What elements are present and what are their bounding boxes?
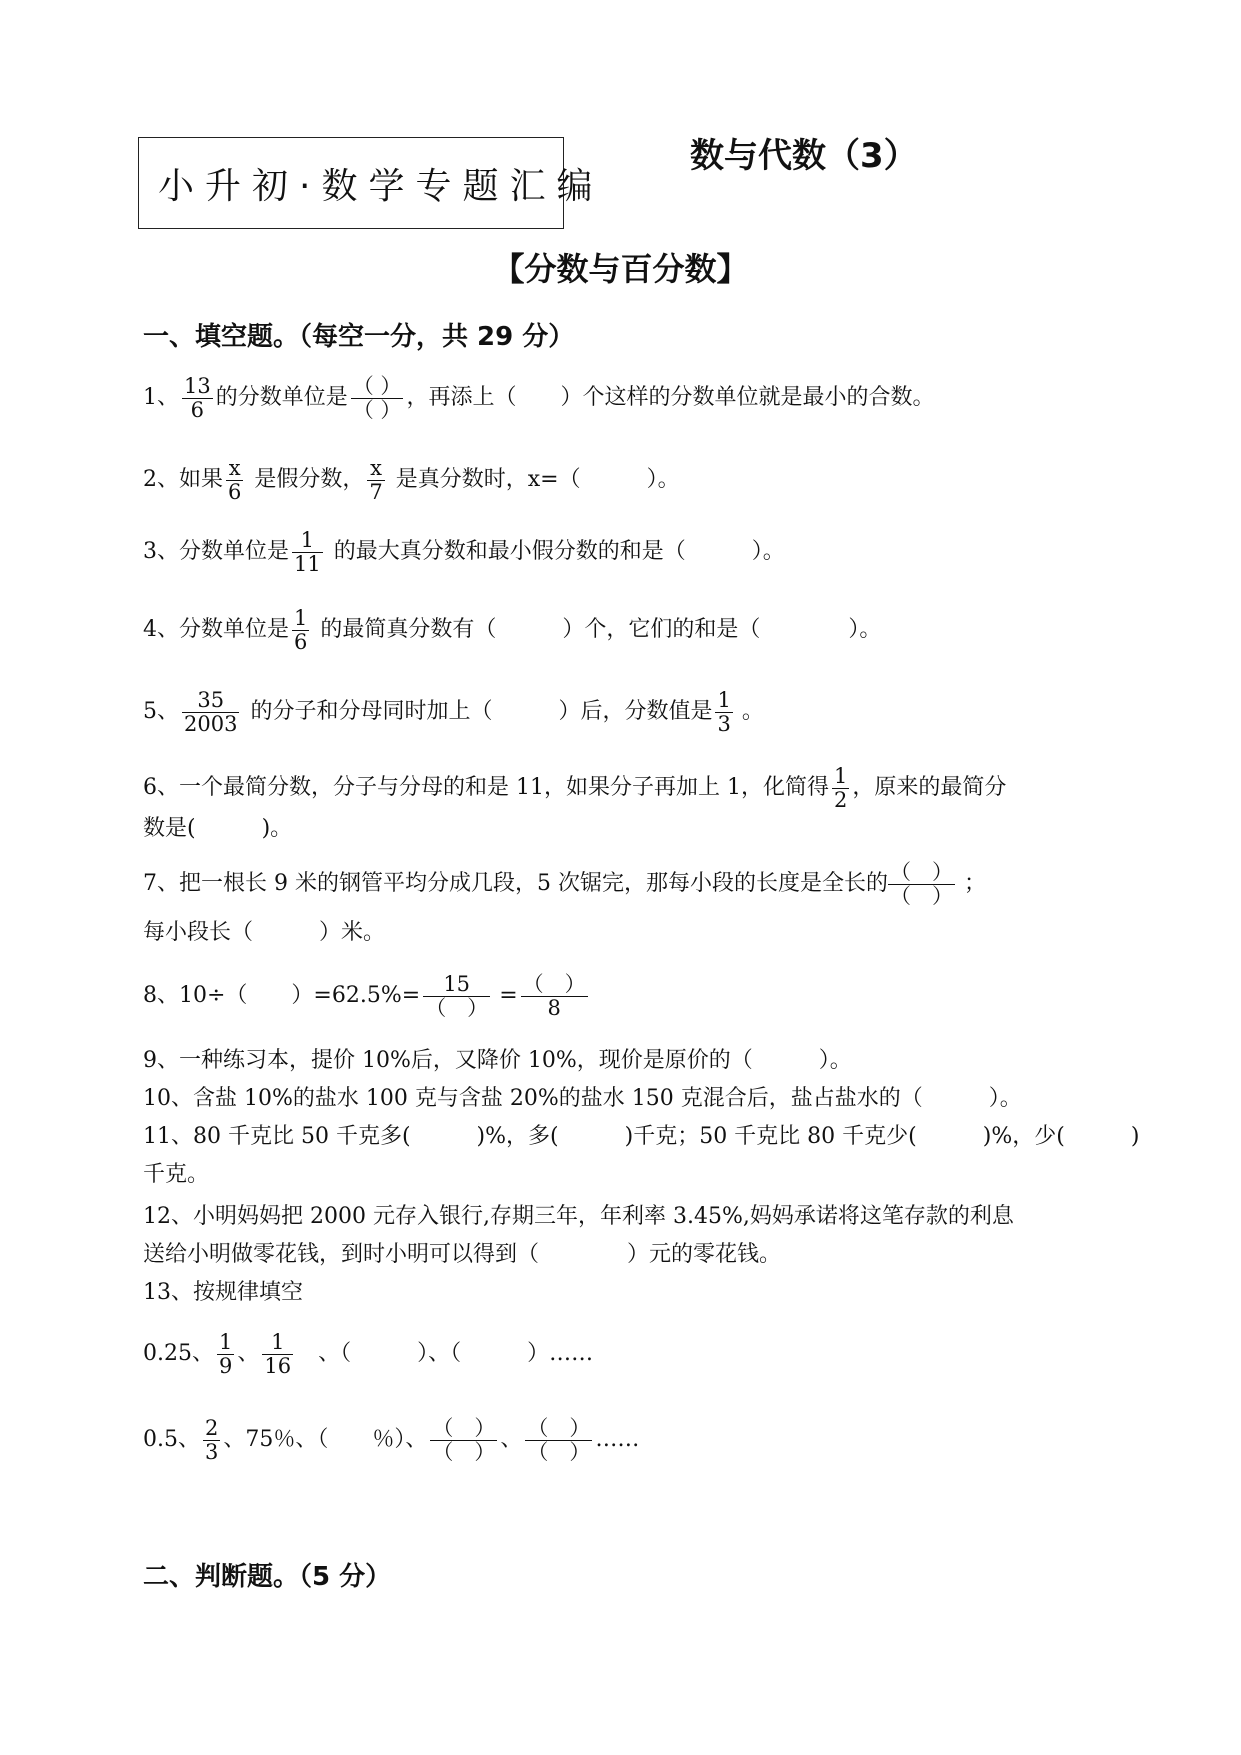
question-11: 11、80 千克比 50 千克多( )%，多( )千克；50 千克比 80 千克少( )%，少( ) [143,1124,1140,1149]
question-13: 13、按规律填空 [143,1280,303,1305]
fraction: $\frac{2}{3}$ [205,1415,219,1464]
fraction: $\frac{1}{2}$ [833,763,848,812]
box-title: 小升初·数学专题汇编 [158,166,604,207]
question-12: 12、小明妈妈把 2000 元存入银行,存期三年，年利率 3.45%,妈妈承诺将这笔存款的利息 [143,1204,1014,1229]
question-10: 10、含盐 10%的盐水 100 克与含盐 20%的盐水 150 克混合后，盐占盐水的（ ）。 [143,1086,1022,1111]
question-11-cont: 千克。 [143,1162,210,1187]
fraction: $\frac{1}{3}$ [717,687,731,736]
section-banner: 【分数与百分数】 [492,250,749,288]
question-1: 1、 $\frac{13}{6}$ 的分数单位是 $\frac{( )}{( )}$ ，再添上（ ）个这样的分数单位就是最小的合数。 [143,373,935,422]
sequence-2: 0.5、 $\frac{2}{3}$ 、75％、（ ％）、 $\frac{( )}{( )}$ 、 $\frac{( )}{( )}$ …… [143,1415,640,1464]
question-2: 2、如果 $\frac{x}{6}$ 是假分数， $\frac{x}{7}$ 是真分数时，x=（ ）。 [143,455,680,504]
question-6: 6、一个最简分数，分子与分母的和是 11，如果分子再加上 1，化简得 $\frac{1}{2}$ ，原来的最简分 [143,763,1007,812]
question-8: 8、10÷（ ）=62.5%= $\frac{15}{( )}$ = $\frac{( )}{8}$ [143,971,586,1020]
section-2-heading: 二、判断题。（5 分） [143,1562,392,1592]
question-5: 5、 $\frac{35}{2003}$ 的分子和分母同时加上（ ）后，分数值是 $\frac{1}{3}$ 。 [143,687,764,736]
question-7-cont: 每小段长（ ）米。 [143,920,386,945]
doc-title: 数与代数（3） [690,136,918,176]
question-3: 3、分数单位是 $\frac{1}{11}$ 的最大真分数和最小假分数的和是（ ）。 [143,527,785,576]
fraction-blank[interactable]: $\frac{15}{( )}$ [425,971,489,1020]
answer-fraction-blank[interactable]: $\frac{( )}{( )}$ [432,1415,496,1464]
fraction: $\frac{1}{11}$ [294,527,321,576]
answer-fraction-blank[interactable]: $\frac{( )}{( )}$ [352,373,402,422]
question-7: 7、把一根长 9 米的钢管平均分成几段，5 次锯完，那每小段的长度是全长的 $\frac{( )}{( )}$ ； [143,859,986,908]
fraction: $\frac{1}{16}$ [264,1329,292,1378]
fraction: $\frac{x}{6}$ [228,455,242,504]
sequence-1: 0.25、 $\frac{1}{9}$ 、 $\frac{1}{16}$ 、（ ）、（ ）…… [143,1329,594,1378]
question-9: 9、一种练习本，提价 10%后，又降价 10%，现价是原价的（ ）。 [143,1048,852,1073]
fraction-blank[interactable]: $\frac{( )}{8}$ [522,971,586,1020]
answer-fraction-blank[interactable]: $\frac{( )}{( )}$ [527,1415,591,1464]
fraction: $\frac{1}{6}$ [294,605,308,654]
fraction: $\frac{35}{2003}$ [184,687,238,736]
question-12-cont: 送给小明做零花钱，到时小明可以得到（ ）元的零花钱。 [143,1242,782,1267]
section-1-heading: 一、填空题。（每空一分，共 29 分） [143,322,575,352]
answer-fraction-blank[interactable]: $\frac{( )}{( )}$ [889,859,953,908]
question-6-cont: 数是( )。 [143,816,293,841]
fraction: $\frac{1}{9}$ [219,1329,233,1378]
fraction: $\frac{13}{6}$ [184,373,211,422]
question-4: 4、分数单位是 $\frac{1}{6}$ 的最简真分数有（ ）个，它们的和是（ ）。 [143,605,882,654]
fraction: $\frac{x}{7}$ [369,455,383,504]
